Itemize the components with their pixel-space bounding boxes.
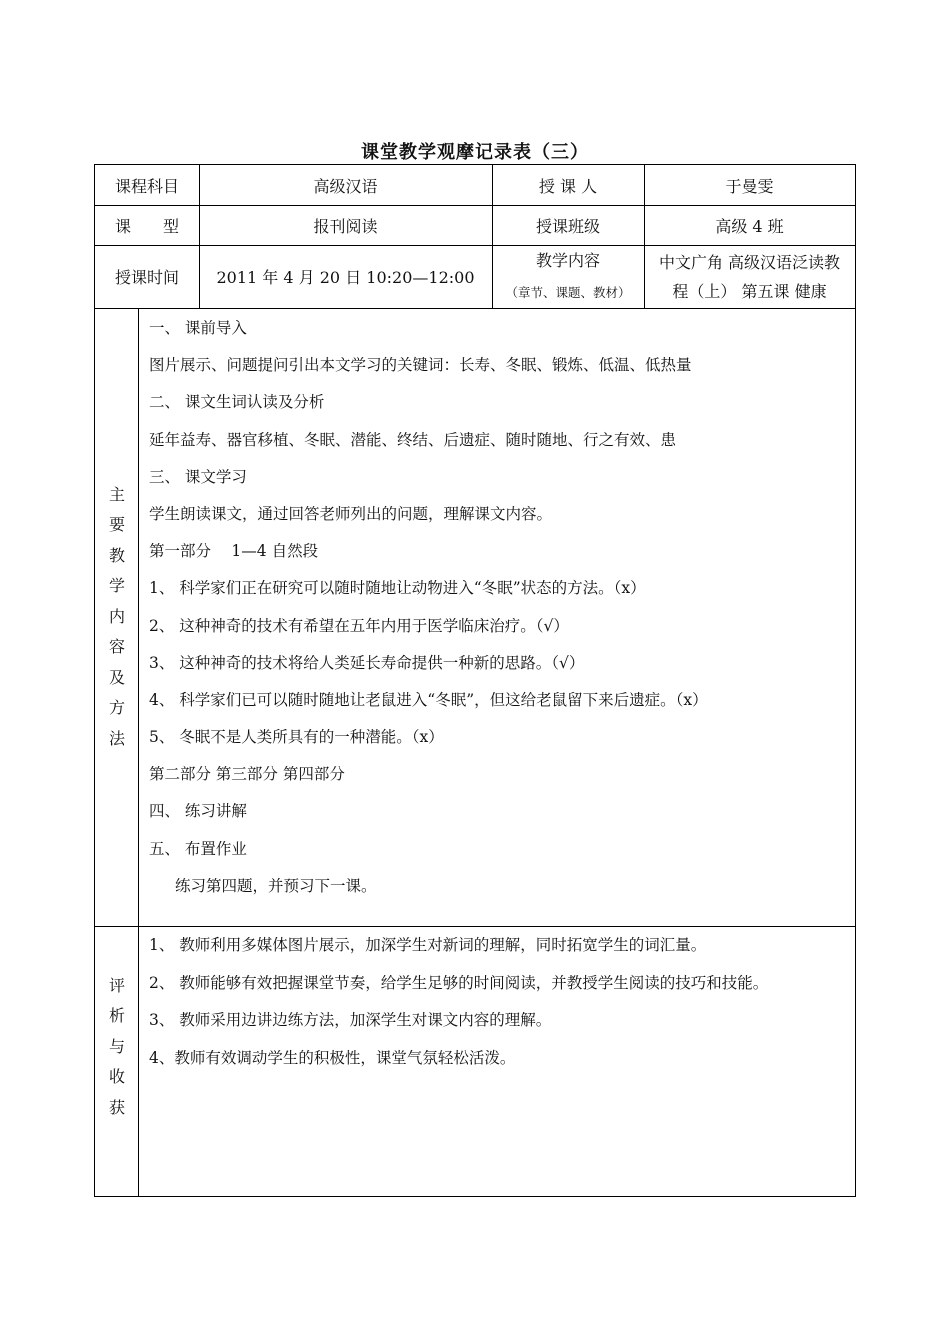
section-heading: 一、 课前导入 [149, 319, 247, 337]
label-char: 内 [108, 606, 125, 626]
time-value: 2011 年 4 月 20 日 10:20—12:00 [216, 268, 475, 287]
label-char: 学 [108, 576, 125, 596]
content-value-cell [644, 245, 855, 308]
section-heading: 四、 练习讲解 [149, 802, 247, 821]
page-title: 课堂教学观摩记录表（三） [361, 142, 589, 163]
teacher-value: 于曼雯 [725, 176, 774, 196]
content-line: 学生朗读课文，通过回答老师列出的问题，理解课文内容。 [149, 504, 553, 523]
label-char: 评 [108, 975, 125, 995]
content-label: 教学内容 [535, 251, 600, 270]
evaluation-item: 4、教师有效调动学生的积极性，课堂气氛轻松活泼。 [149, 1048, 516, 1067]
class-label: 授课班级 [535, 216, 600, 236]
question-item: 5、 冬眠不是人类所具有的一种潜能。（x） [149, 728, 444, 747]
course-type-label: 课 型 [114, 216, 179, 236]
row-divider [95, 308, 855, 309]
label-char: 与 [108, 1036, 125, 1056]
label-char: 要 [108, 515, 125, 535]
question-item: 2、 这种神奇的技术有希望在五年内用于医学临床治疗。（√） [149, 616, 569, 635]
teacher-label: 授 课 人 [538, 176, 598, 196]
section-heading: 五、 布置作业 [149, 839, 247, 858]
evaluation-label [95, 926, 139, 1168]
label-char: 收 [108, 1067, 125, 1087]
evaluation-item: 1、 教师利用多媒体图片展示，加深学生对新词的理解，同时拓宽学生的词汇量。 [149, 936, 707, 954]
content-line: 图片展示、问题提问引出本文学习的关键词：长寿、冬眠、锻炼、低温、低热量 [149, 356, 692, 375]
content-value-line: 中文广角 高级汉语泛读教 [658, 252, 841, 272]
section-heading: 三、 课文学习 [149, 467, 247, 486]
label-char: 方 [108, 698, 125, 718]
time-label: 授课时间 [114, 268, 179, 287]
observation-table [94, 164, 856, 1197]
content-line: 练习第四题，并预习下一课。 [175, 876, 377, 895]
question-item: 4、 科学家们已可以随时随地让老鼠进入“冬眠”，但这给老鼠留下来后遗症。（x） [149, 690, 708, 709]
class-value: 高级 4 班 [715, 216, 784, 236]
evaluation-item: 2、 教师能够有效把握课堂节奏，给学生足够的时间阅读，并教授学生阅读的技巧和技能。 [149, 973, 769, 992]
label-char: 析 [108, 1006, 125, 1026]
question-item: 3、 这种神奇的技术将给人类延长寿命提供一种新的思路。（√） [149, 653, 585, 672]
content-label-cell [492, 245, 644, 308]
label-char: 教 [108, 545, 125, 565]
label-char: 法 [108, 728, 125, 748]
content-line: 第二部分 第三部分 第四部分 [149, 765, 345, 784]
label-char: 及 [108, 667, 125, 687]
content-line: 第一部分 1—4 自然段 [149, 542, 319, 561]
main-content-label [95, 308, 139, 926]
content-line: 延年益寿、器官移植、冬眠、潜能、终结、后遗症、随时随地、行之有效、患 [149, 430, 677, 449]
question-item: 1、 科学家们正在研究可以随时随地让动物进入“冬眠”状态的方法。（x） [149, 579, 646, 598]
content-value-line: 程（上） 第五课 健康 [672, 281, 827, 301]
label-char: 获 [108, 1097, 125, 1117]
label-char: 容 [108, 637, 125, 657]
main-content-body [149, 310, 847, 905]
section-heading: 二、 课文生词认读及分析 [149, 393, 325, 412]
subject-value: 高级汉语 [313, 176, 378, 196]
evaluation-body [149, 927, 847, 1077]
label-char: 主 [108, 484, 125, 504]
subject-label: 课程科目 [114, 176, 179, 196]
course-type-value: 报刊阅读 [313, 216, 378, 236]
evaluation-item: 3、 教师采用边讲边练方法，加深学生对课文内容的理解。 [149, 1011, 552, 1029]
content-sub-label: （章节、课题、教材） [505, 285, 631, 300]
